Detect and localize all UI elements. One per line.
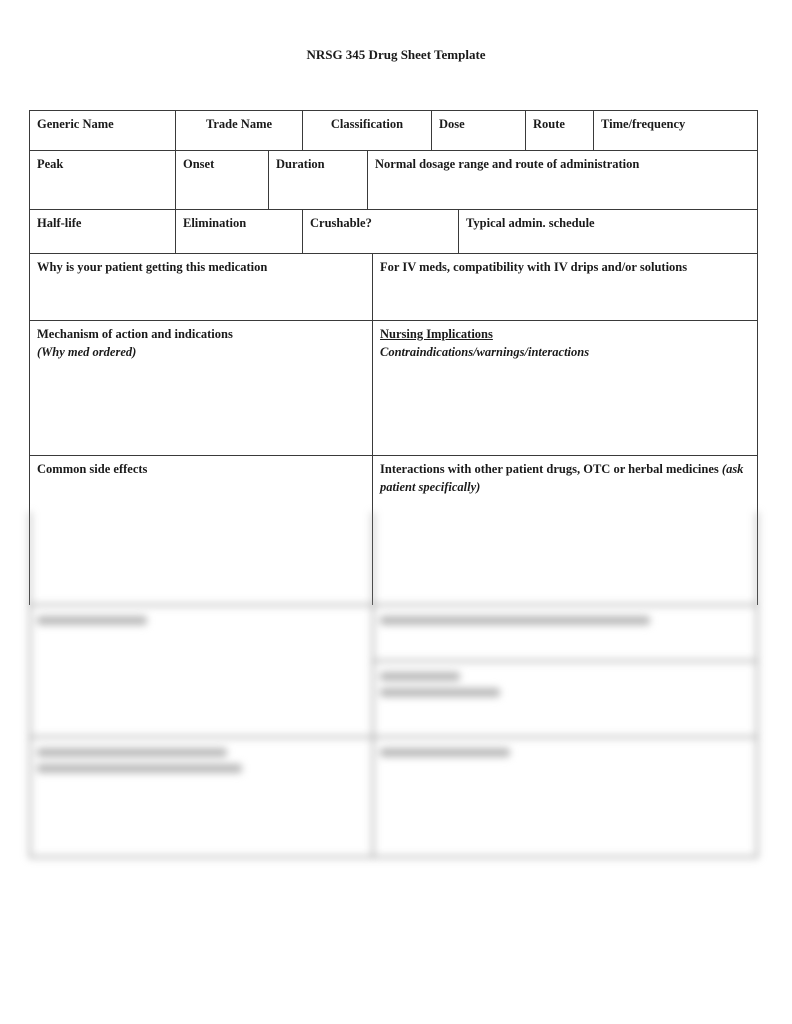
blurred-cell [29,604,374,738]
elimination-cell[interactable] [175,209,303,254]
blurred-cell [372,512,758,606]
typical-schedule-label: Typical admin. schedule [466,216,595,230]
iv-compat-label: For IV meds, compatibility with IV drips and/or solutions [380,260,688,274]
iv-compat-cell[interactable] [372,253,758,321]
generic-name-label: Generic Name [37,117,114,131]
classification-label: Classification [330,117,404,131]
dose-label: Dose [439,117,465,131]
onset-label: Onset [183,157,215,171]
route-cell[interactable] [525,110,594,151]
elimination-label: Elimination [183,216,247,230]
why-patient-cell[interactable] [29,253,373,321]
nursing-implications-label: Nursing Implications [380,327,493,341]
mechanism-sub-label: (Why med ordered) [37,345,137,359]
interactions-label: Interactions with other patient drugs, OTC or herbal medicines [380,462,719,476]
side-effects-label: Common side effects [37,462,148,476]
crushable-label: Crushable? [310,216,372,230]
duration-cell[interactable] [268,150,368,210]
mechanism-label: Mechanism of action and indications [37,327,233,341]
peak-label: Peak [37,157,64,171]
normal-dosage-cell[interactable] [367,150,758,210]
duration-label: Duration [276,157,325,171]
normal-dosage-label: Normal dosage range and route of administration [375,157,640,171]
nursing-implications-cell[interactable] [372,320,758,456]
half-life-label: Half-life [37,216,82,230]
crushable-cell[interactable] [302,209,459,254]
blurred-cell [372,660,758,738]
interactions-sub-label: (ask patient specifically) [380,462,744,494]
dose-cell[interactable] [431,110,526,151]
why-patient-label: Why is your patient getting this medication [37,260,268,274]
blurred-preview-region [0,512,792,872]
nursing-implications-sub-label: Contraindications/warnings/interactions [380,345,590,359]
time-frequency-cell[interactable] [593,110,758,151]
page-title: NRSG 345 Drug Sheet Template [306,47,486,62]
typical-schedule-cell[interactable] [458,209,758,254]
trade-name-cell[interactable] [175,110,303,151]
blurred-cell [29,736,374,858]
route-label: Route [533,117,565,131]
blurred-cell [372,604,758,662]
trade-name-label: Trade Name [205,117,273,131]
generic-name-cell[interactable] [29,110,176,151]
classification-cell[interactable] [302,110,432,151]
blurred-cell [372,736,758,858]
half-life-cell[interactable] [29,209,176,254]
blurred-cell [29,512,374,606]
time-frequency-label: Time/frequency [601,117,686,131]
mechanism-cell[interactable] [29,320,373,456]
peak-cell[interactable] [29,150,176,210]
onset-cell[interactable] [175,150,269,210]
